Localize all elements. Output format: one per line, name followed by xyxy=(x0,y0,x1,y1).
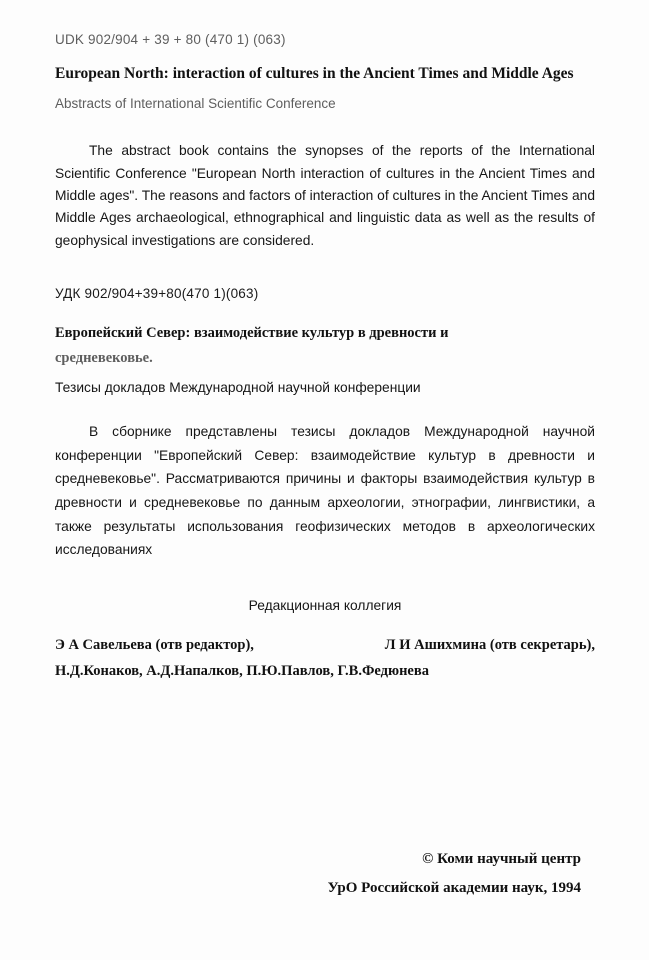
document-content xyxy=(55,32,595,684)
subtitle-english: Abstracts of International Scientific Conference xyxy=(55,96,336,112)
title-russian xyxy=(55,321,595,372)
subtitle-russian: Тезисы докладов Международной научной конференции xyxy=(55,379,421,395)
copyright-line-1: © Коми научный центр xyxy=(422,851,581,867)
executive-secretary: Л И Ашихмина (отв секретарь), xyxy=(384,637,595,654)
abstract-russian-text: В сборнике представлены тезисы докладов Международной научной конференции "Европейский Север: взаимодействие культур в древности и средневековье". Рассматриваются причины и факторы взаимодействия культур в древности и средневековье по данным археологии, этнографии, лингвистики, а также результаты использования геофизических методов в археологических исследованиях xyxy=(55,423,595,558)
title-russian-line2: средневековье. xyxy=(55,350,153,367)
colophon xyxy=(55,845,595,902)
abstract-english xyxy=(55,140,595,252)
editorial-board-line-2: Н.Д.Конаков, А.Д.Напалков, П.Ю.Павлов, Г.В.Федюнева xyxy=(55,662,429,679)
abstract-russian xyxy=(55,420,595,562)
abstract-english-text: The abstract book contains the synopses of the reports of the International Scientific Conference "European North interaction of cultures in the Ancient Times and Middle ages". The reasons and factors of interaction of cultures in the Ancient Times and Middle Ages archaeological, ethnographical and linguistic data as well as the results of geophysical investigations are considered. xyxy=(55,143,595,248)
udk-code-english: UDK 902/904 + 39 + 80 (470 1) (063) xyxy=(55,32,286,47)
editorial-board-line-1 xyxy=(55,633,595,658)
title-english: European North: interaction of cultures in the Ancient Times and Middle Ages xyxy=(55,65,574,82)
title-russian-line1: Европейский Север: взаимодействие культур в древности и xyxy=(55,325,449,342)
editor-in-chief: Э А Савельева (отв редактор), xyxy=(55,637,254,654)
udk-code-russian: УДК 902/904+39+80(470 1)(063) xyxy=(55,286,259,302)
editorial-board-heading: Редакционная коллегия xyxy=(248,598,402,614)
copyright-line-2: УрО Российской академии наук, 1994 xyxy=(327,879,581,896)
